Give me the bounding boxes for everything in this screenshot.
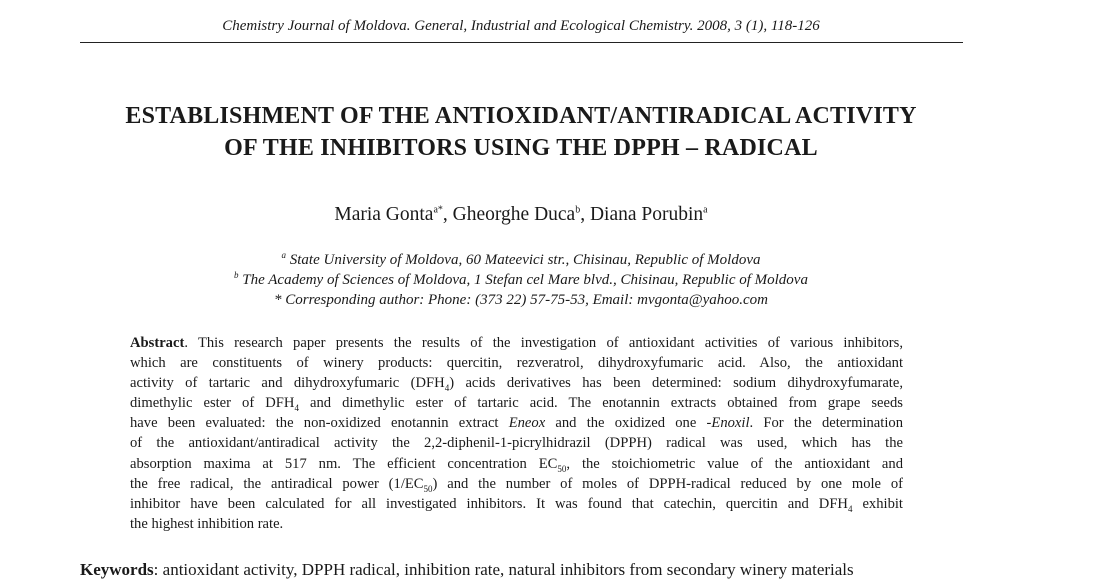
title-line-2: OF THE INHIBITORS USING THE DPPH – RADICAL bbox=[224, 135, 818, 161]
abstract-line: which are constituents of winery products: quercitin, rezveratrol, dihydroxyfumaric acid. Also, the antioxidant bbox=[130, 355, 903, 372]
author-affiliation-mark: a bbox=[703, 204, 708, 216]
affiliation-text: The Academy of Sciences of Moldova, 1 Stefan cel Mare blvd., Chisinau, Republic of Moldova bbox=[242, 272, 808, 288]
author-name: Maria Gonta bbox=[334, 204, 434, 225]
abstract-line: activity of tartaric and dihydroxyfumaric $(DFH_4)$ acids derivatives has been determined: sodium dihydroxyfumarate, bbox=[130, 375, 903, 394]
abstract-line: have been evaluated: the non-oxidized enotannin extract Eneox and the oxidized one -Enoxil. For the determination bbox=[130, 415, 903, 432]
author-name: Gheorghe Duca bbox=[452, 204, 576, 225]
paper-title bbox=[80, 100, 962, 164]
author-name: Diana Porubin bbox=[589, 204, 704, 225]
affiliation-line bbox=[80, 250, 962, 270]
affiliations bbox=[80, 250, 962, 310]
affiliation-mark: a bbox=[281, 250, 286, 260]
corresponding-author: * Corresponding author: Phone: (373 22) 57-75-53, Email: mvgonta@yahoo.com bbox=[273, 292, 768, 308]
affiliation-text: State University of Moldova, 60 Mateevici str., Chisinau, Republic of Moldova bbox=[289, 252, 761, 268]
affiliation-line bbox=[80, 270, 962, 290]
abstract-line: inhibitor have been calculated for all investigated inhibitors. It was found that catechin, quercitin and $DFH_4$ exhibit bbox=[130, 495, 903, 514]
journal-citation: Chemistry Journal of Moldova. General, Industrial and Ecological Chemistry. 2008, 3 (1), 118-126 bbox=[222, 18, 820, 34]
author-affiliation-mark: b bbox=[575, 204, 581, 216]
abstract-line: of the antioxidant/antiradical activity the 2,2-diphenil-1-picrylhidrazil (DPPH) radical was used, which has the bbox=[130, 435, 903, 452]
keywords-label: Keywords bbox=[80, 560, 154, 579]
keywords bbox=[80, 560, 980, 580]
abstract-line: the highest inhibition rate. bbox=[130, 515, 284, 532]
abstract-line: the free radical, the antiradical power $(1/EC_{50})$ and the number of moles of DPPH-radical reduced by one mole of bbox=[130, 475, 903, 494]
author-list: Maria Gonta$^{a*}$, Gheorghe Duca$^b$, Diana Porubin$^a$ bbox=[334, 204, 708, 225]
abstract-line: absorption maxima at 517 nm. The efficient concentration $EC_{50}$, the stoichiometric value of the antioxidant and bbox=[130, 455, 903, 474]
abstract-line: Abstract. This research paper presents the results of the investigation of antioxidant activities of various inhibitors, bbox=[130, 335, 903, 351]
author-affiliation-mark: a* bbox=[433, 204, 443, 216]
abstract-line: dimethylic ester of $DFH_4$ and dimethylic ester of tartaric acid. The enotannin extracts obtained from grape seeds bbox=[130, 395, 903, 414]
header-rule bbox=[80, 42, 963, 43]
affiliation-mark: b bbox=[234, 270, 239, 280]
keywords-text: : antioxidant activity, DPPH radical, inhibition rate, natural inhibitors from secondary winery materials bbox=[153, 560, 854, 579]
title-line-1: ESTABLISHMENT OF THE ANTIOXIDANT/ANTIRADICAL ACTIVITY bbox=[125, 103, 917, 129]
abstract bbox=[130, 333, 903, 534]
abstract-label: Abstract bbox=[130, 335, 185, 351]
